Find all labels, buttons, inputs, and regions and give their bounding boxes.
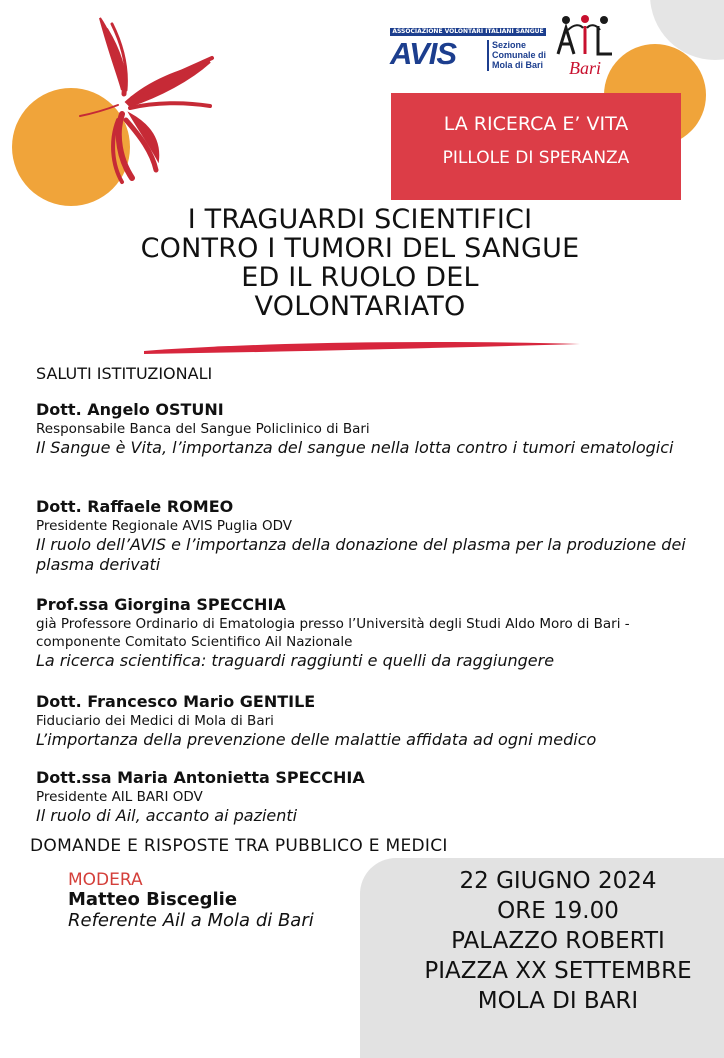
speaker-topic: Il Sangue è Vita, l’importanza del sangue nella lotta contro i tumori ematologici bbox=[36, 438, 674, 457]
avis-logo bbox=[390, 28, 550, 76]
ail-city-label: Bari bbox=[568, 58, 601, 78]
moderator-role: Referente Ail a Mola di Bari bbox=[68, 910, 314, 931]
avis-tagline: ASSOCIAZIONE VOLONTARI ITALIANI SANGUE bbox=[390, 28, 546, 36]
title-line: CONTRO I TUMORI DEL SANGUE bbox=[140, 233, 580, 264]
event-info bbox=[388, 866, 724, 1016]
title-line: I TRAGUARDI SCIENTIFICI bbox=[187, 204, 533, 235]
title-line: ED IL RUOLO DEL bbox=[241, 262, 479, 293]
moderator-block bbox=[68, 870, 368, 932]
speaker-topic: Il ruolo dell’AVIS e l’importanza della donazione del plasma per la produzione dei plasma derivati bbox=[36, 535, 686, 574]
event-venue: PALAZZO ROBERTI bbox=[451, 928, 665, 954]
qa-heading: DOMANDE E RISPOSTE TRA PUBBLICO E MEDICI bbox=[30, 836, 448, 856]
speaker-topic: La ricerca scientifica: traguardi raggiunti e quelli da raggiungere bbox=[36, 651, 555, 670]
event-city: MOLA DI BARI bbox=[477, 988, 639, 1014]
speaker-role: Presidente AIL BARI ODV bbox=[36, 789, 203, 805]
speaker-block bbox=[36, 692, 696, 750]
brush-underline bbox=[140, 336, 585, 358]
speaker-name: Dott. Angelo OSTUNI bbox=[36, 400, 224, 419]
speaker-role: Responsabile Banca del Sangue Policlinico di Bari bbox=[36, 421, 370, 437]
title-line: VOLONTARIATO bbox=[254, 291, 466, 322]
avis-divider bbox=[487, 40, 489, 71]
section-heading: SALUTI ISTITUZIONALI bbox=[36, 364, 213, 383]
campaign-banner bbox=[391, 93, 681, 200]
moderator-label: MODERA bbox=[68, 870, 143, 890]
speaker-topic: L’importanza della prevenzione delle malattie affidata ad ogni medico bbox=[36, 730, 597, 749]
speaker-block bbox=[36, 400, 696, 458]
speaker-block bbox=[36, 497, 696, 575]
speaker-topic: Il ruolo di Ail, accanto ai pazienti bbox=[36, 806, 298, 825]
event-date: 22 GIUGNO 2024 bbox=[459, 868, 657, 894]
avis-wordmark: AVIS bbox=[390, 36, 457, 71]
ail-logo bbox=[550, 14, 620, 84]
speaker-role: già Professore Ordinario di Ematologia presso l’Università degli Studi Aldo Moro di Bari - componente Comitato Scientifico Ail Nazionale bbox=[36, 616, 630, 650]
moderator-name: Matteo Bisceglie bbox=[68, 889, 238, 910]
event-time: ORE 19.00 bbox=[497, 898, 619, 924]
speaker-name: Dott.ssa Maria Antonietta SPECCHIA bbox=[36, 768, 365, 787]
speaker-name: Dott. Raffaele ROMEO bbox=[36, 497, 234, 516]
speaker-role: Presidente Regionale AVIS Puglia ODV bbox=[36, 518, 292, 534]
speaker-block bbox=[36, 768, 696, 826]
speaker-role: Fiduciario dei Medici di Mola di Bari bbox=[36, 713, 274, 729]
event-title bbox=[90, 205, 630, 321]
speaker-name: Dott. Francesco Mario GENTILE bbox=[36, 692, 316, 711]
event-address: PIAZZA XX SETTEMBRE bbox=[424, 958, 692, 984]
ail-figures-icon bbox=[554, 14, 616, 58]
speaker-block bbox=[36, 595, 696, 671]
speaker-name: Prof.ssa Giorgina SPECCHIA bbox=[36, 595, 286, 614]
avis-section-label: Sezione Comunale di Mola di Bari bbox=[492, 40, 547, 70]
banner-title: LA RICERCA E’ VITA bbox=[443, 113, 629, 135]
banner-subtitle: PILLOLE DI SPERANZA bbox=[442, 148, 630, 168]
butterfly-icon bbox=[60, 10, 230, 195]
